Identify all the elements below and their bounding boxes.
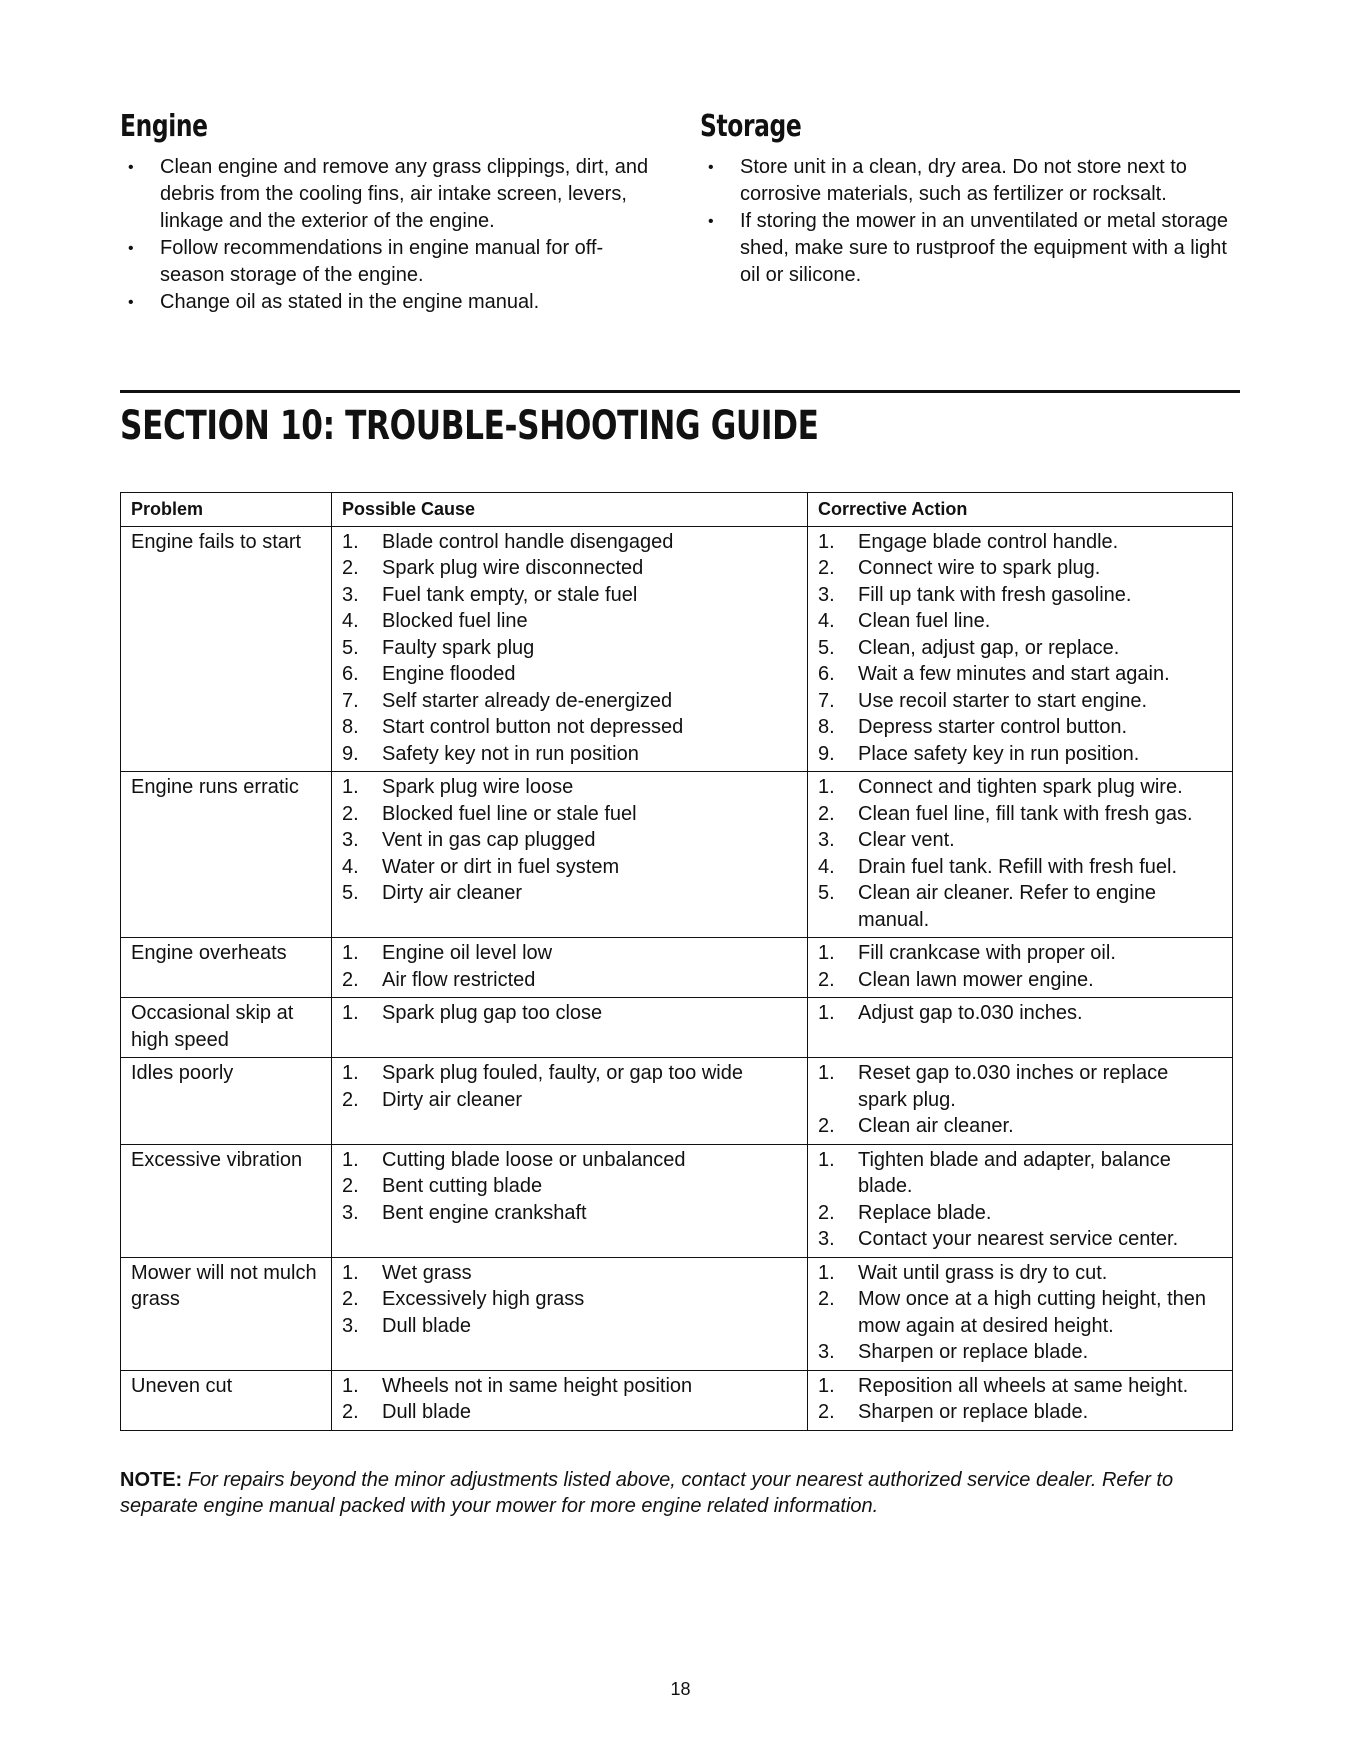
item-text: Wait a few minutes and start again. xyxy=(858,663,1170,685)
item-number: 2. xyxy=(342,1401,359,1423)
list-item xyxy=(818,1286,1222,1339)
troubleshooting-table xyxy=(120,492,1233,1431)
item-text: Engage blade control handle. xyxy=(858,530,1119,553)
item-text: Fill crankcase with proper oil. xyxy=(858,942,1116,964)
item-text: Spark plug wire disconnected xyxy=(382,557,644,579)
table-row xyxy=(121,772,1233,938)
list-item xyxy=(342,854,797,881)
table-row xyxy=(121,1144,1233,1257)
item-text: Tighten blade and adapter, balance blade. xyxy=(858,1148,1171,1197)
list-item: • Follow recommendations in engine manual for off-season storage of the engine. xyxy=(120,235,665,289)
action-cell xyxy=(808,1370,1233,1430)
item-number: 2. xyxy=(818,968,835,991)
list-item xyxy=(818,1260,1222,1287)
item-number: 3. xyxy=(818,583,835,606)
item-number: 1. xyxy=(818,942,835,964)
item-text: Drain fuel tank. Refill with fresh fuel. xyxy=(858,855,1178,878)
list-item xyxy=(818,608,1222,635)
item-number: 1. xyxy=(818,1261,835,1284)
list-item xyxy=(342,940,797,967)
list-item xyxy=(818,1399,1222,1426)
item-number: 2. xyxy=(342,557,359,579)
item-number: 1. xyxy=(818,1062,835,1084)
item-text: Dull blade xyxy=(382,1314,471,1337)
item-number: 1. xyxy=(818,530,835,553)
list-item xyxy=(342,1087,797,1114)
item-text: Wait until grass is dry to cut. xyxy=(858,1261,1108,1284)
list-item xyxy=(342,774,797,801)
cause-list xyxy=(342,940,797,993)
item-number: 1. xyxy=(342,530,359,553)
list-item xyxy=(342,1313,797,1340)
list-item xyxy=(818,555,1222,582)
action-cell xyxy=(808,1144,1233,1257)
item-text: Dull blade xyxy=(382,1401,471,1423)
item-number: 5. xyxy=(342,882,359,904)
list-item xyxy=(818,635,1222,662)
item-number: 3. xyxy=(342,829,359,851)
cause-cell xyxy=(332,998,808,1058)
item-text: Connect and tighten spark plug wire. xyxy=(858,776,1183,798)
problem-cell: Uneven cut xyxy=(121,1370,332,1430)
item-text: Clean fuel line, fill tank with fresh gas. xyxy=(858,802,1193,825)
note-label: NOTE: xyxy=(120,1469,183,1491)
item-text: Blocked fuel line or stale fuel xyxy=(382,802,637,825)
list-item xyxy=(818,1226,1222,1253)
item-text: Spark plug wire loose xyxy=(382,776,574,798)
list-item xyxy=(818,741,1222,768)
item-number: 2. xyxy=(342,1175,359,1197)
item-text: Excessively high grass xyxy=(382,1288,585,1310)
list-item xyxy=(342,1399,797,1426)
cause-list xyxy=(342,1373,797,1426)
item-text: Connect wire to spark plug. xyxy=(858,557,1101,579)
header-problem: Problem xyxy=(121,493,332,527)
item-number: 2. xyxy=(342,1288,359,1310)
page-number: 18 xyxy=(670,1679,691,1699)
item-text: Sharpen or replace blade. xyxy=(858,1341,1089,1363)
table-row xyxy=(121,998,1233,1058)
cause-list xyxy=(342,1147,797,1227)
item-text: Bent cutting blade xyxy=(382,1175,543,1197)
item-text: Cutting blade loose or unbalanced xyxy=(382,1148,686,1171)
item-text: Bent engine crankshaft xyxy=(382,1201,587,1224)
item-text: Safety key not in run position xyxy=(382,742,639,765)
list-item: • If storing the mower in an unventilated or metal storage shed, make sure to rustproof the equipment with a light oil or silicone. xyxy=(700,208,1250,289)
list-item xyxy=(342,801,797,828)
list-item xyxy=(342,1286,797,1313)
cause-cell xyxy=(332,938,808,998)
cause-cell xyxy=(332,1144,808,1257)
note-text: For repairs beyond the minor adjustments listed above, contact your nearest authorized service dealer. Refer to separate engine manual packed with your mower for more engine related information. xyxy=(120,1469,1174,1517)
item-text: Faulty spark plug xyxy=(382,636,535,659)
item-number: 6. xyxy=(818,663,835,685)
table-row xyxy=(121,938,1233,998)
cause-cell xyxy=(332,1370,808,1430)
item-text: Depress starter control button. xyxy=(858,716,1128,738)
storage-section xyxy=(700,110,1250,289)
item-number: 3. xyxy=(818,1228,835,1250)
list-item xyxy=(342,880,797,907)
item-number: 7. xyxy=(818,689,835,712)
item-text: Dirty air cleaner xyxy=(382,1088,523,1111)
action-cell xyxy=(808,1058,1233,1145)
list-item xyxy=(342,714,797,741)
cause-list xyxy=(342,529,797,768)
cause-list xyxy=(342,774,797,907)
item-number: 3. xyxy=(342,1314,359,1337)
item-number: 1. xyxy=(342,942,359,964)
item-number: 2. xyxy=(818,1115,835,1137)
item-text: Blade control handle disengaged xyxy=(382,530,674,553)
list-item xyxy=(342,1060,797,1087)
item-text: Water or dirt in fuel system xyxy=(382,855,620,878)
item-number: 1. xyxy=(818,1374,835,1397)
table-row xyxy=(121,526,1233,772)
list-item xyxy=(818,1060,1222,1113)
item-text: Clean lawn mower engine. xyxy=(858,968,1094,991)
item-number: 2. xyxy=(818,1201,835,1224)
table-row xyxy=(121,1370,1233,1430)
item-number: 1. xyxy=(342,1261,359,1284)
item-text: Spark plug gap too close xyxy=(382,1002,603,1024)
item-number: 1. xyxy=(342,1374,359,1397)
item-number: 1. xyxy=(342,776,359,798)
list-item xyxy=(818,774,1222,801)
item-text: Blocked fuel line xyxy=(382,610,528,632)
item-text: Clean air cleaner. Refer to engine manual. xyxy=(858,882,1156,931)
list-item: • Change oil as stated in the engine manual. xyxy=(120,289,665,316)
list-item xyxy=(818,1147,1222,1200)
item-number: 7. xyxy=(342,689,359,712)
item-text: Engine flooded xyxy=(382,663,516,685)
item-text: Reposition all wheels at same height. xyxy=(858,1374,1189,1397)
problem-cell: Engine fails to start xyxy=(121,526,332,772)
list-item xyxy=(818,827,1222,854)
item-number: 4. xyxy=(818,610,835,632)
item-number: 2. xyxy=(342,802,359,825)
list-item xyxy=(818,714,1222,741)
action-cell xyxy=(808,998,1233,1058)
list-item xyxy=(342,555,797,582)
engine-section xyxy=(120,110,665,316)
cause-list xyxy=(342,1000,797,1027)
item-text: Spark plug fouled, faulty, or gap too wide xyxy=(382,1062,743,1084)
list-item xyxy=(342,741,797,768)
action-cell xyxy=(808,526,1233,772)
cause-list xyxy=(342,1260,797,1340)
item-text: Vent in gas cap plugged xyxy=(382,829,596,851)
item-text: Fuel tank empty, or stale fuel xyxy=(382,583,638,606)
action-list xyxy=(818,1260,1222,1366)
item-text: Replace blade. xyxy=(858,1201,992,1224)
table-header-row xyxy=(121,493,1233,527)
cause-cell xyxy=(332,1257,808,1370)
item-number: 2. xyxy=(818,1288,835,1310)
item-text: Air flow restricted xyxy=(382,968,536,991)
cause-cell xyxy=(332,772,808,938)
item-number: 2. xyxy=(818,557,835,579)
list-item xyxy=(818,940,1222,967)
item-text: Sharpen or replace blade. xyxy=(858,1401,1089,1423)
item-number: 4. xyxy=(342,610,359,632)
list-item: • Clean engine and remove any grass clippings, dirt, and debris from the cooling fins, air intake screen, levers, linkage and the exterior of the engine. xyxy=(120,154,665,235)
list-item xyxy=(342,635,797,662)
list-item xyxy=(818,1373,1222,1400)
problem-cell: Engine overheats xyxy=(121,938,332,998)
list-item xyxy=(818,967,1222,994)
item-text: Clean, adjust gap, or replace. xyxy=(858,636,1120,659)
item-text: Adjust gap to.030 inches. xyxy=(858,1002,1083,1024)
item-text: Clear vent. xyxy=(858,829,955,851)
section-divider xyxy=(120,390,1240,393)
action-cell xyxy=(808,772,1233,938)
item-number: 4. xyxy=(342,855,359,878)
list-item xyxy=(818,801,1222,828)
list-item xyxy=(818,880,1222,933)
storage-list xyxy=(700,154,1250,289)
action-cell xyxy=(808,938,1233,998)
problem-cell: Excessive vibration xyxy=(121,1144,332,1257)
list-item: • Store unit in a clean, dry area. Do not store next to corrosive materials, such as fertilizer or rocksalt. xyxy=(700,154,1250,208)
cause-cell xyxy=(332,526,808,772)
item-number: 8. xyxy=(342,716,359,738)
item-text: Wheels not in same height position xyxy=(382,1374,693,1397)
action-list xyxy=(818,1147,1222,1253)
item-text: Dirty air cleaner xyxy=(382,882,523,904)
list-item xyxy=(818,688,1222,715)
list-item xyxy=(342,827,797,854)
list-item xyxy=(342,967,797,994)
action-list xyxy=(818,940,1222,993)
item-number: 2. xyxy=(342,968,359,991)
section-title: SECTION 10: TROUBLE-SHOOTING GUIDE xyxy=(120,403,819,449)
item-text: Fill up tank with fresh gasoline. xyxy=(858,583,1132,606)
item-number: 5. xyxy=(818,882,835,904)
action-list xyxy=(818,1373,1222,1426)
cause-list xyxy=(342,1060,797,1113)
note xyxy=(120,1467,1245,1519)
list-item xyxy=(818,854,1222,881)
header-action: Corrective Action xyxy=(808,493,1233,527)
item-number: 3. xyxy=(818,829,835,851)
item-number: 1. xyxy=(818,1002,835,1024)
cause-cell xyxy=(332,1058,808,1145)
list-item xyxy=(818,1113,1222,1140)
action-list xyxy=(818,1060,1222,1140)
storage-heading: Storage xyxy=(700,109,802,144)
item-number: 5. xyxy=(818,636,835,659)
item-number: 1. xyxy=(342,1002,359,1024)
item-number: 2. xyxy=(818,802,835,825)
list-item xyxy=(342,608,797,635)
item-text: Clean fuel line. xyxy=(858,610,991,632)
list-item xyxy=(818,582,1222,609)
list-item xyxy=(342,1200,797,1227)
item-text: Clean air cleaner. xyxy=(858,1115,1014,1137)
item-text: Use recoil starter to start engine. xyxy=(858,689,1148,712)
problem-cell: Mower will not mulch grass xyxy=(121,1257,332,1370)
table-row xyxy=(121,1257,1233,1370)
item-number: 1. xyxy=(342,1062,359,1084)
item-number: 2. xyxy=(342,1088,359,1111)
list-item xyxy=(818,1000,1222,1027)
list-item xyxy=(342,1260,797,1287)
item-text: Mow once at a high cutting height, then mow again at desired height. xyxy=(858,1288,1207,1337)
item-number: 4. xyxy=(818,855,835,878)
list-item xyxy=(818,661,1222,688)
item-text: Start control button not depressed xyxy=(382,716,684,738)
list-item xyxy=(342,529,797,556)
list-item xyxy=(818,529,1222,556)
list-item xyxy=(342,1373,797,1400)
item-number: 9. xyxy=(818,742,835,765)
list-item xyxy=(342,1147,797,1174)
list-item xyxy=(342,1173,797,1200)
engine-heading: Engine xyxy=(120,109,208,144)
item-number: 1. xyxy=(818,1148,835,1171)
item-text: Wet grass xyxy=(382,1261,472,1284)
item-text: Contact your nearest service center. xyxy=(858,1228,1179,1250)
action-list xyxy=(818,1000,1222,1027)
problem-cell: Engine runs erratic xyxy=(121,772,332,938)
table-row xyxy=(121,1058,1233,1145)
list-item xyxy=(818,1339,1222,1366)
action-list xyxy=(818,529,1222,768)
item-number: 1. xyxy=(342,1148,359,1171)
item-number: 3. xyxy=(342,583,359,606)
item-number: 3. xyxy=(818,1341,835,1363)
problem-cell: Occasional skip at high speed xyxy=(121,998,332,1058)
item-number: 9. xyxy=(342,742,359,765)
engine-list xyxy=(120,154,665,316)
item-text: Self starter already de-energized xyxy=(382,689,673,712)
item-number: 8. xyxy=(818,716,835,738)
table-body xyxy=(121,526,1233,1430)
list-item xyxy=(818,1200,1222,1227)
list-item xyxy=(342,1000,797,1027)
list-item xyxy=(342,582,797,609)
item-number: 1. xyxy=(818,776,835,798)
item-number: 6. xyxy=(342,663,359,685)
list-item xyxy=(342,688,797,715)
problem-cell: Idles poorly xyxy=(121,1058,332,1145)
item-number: 3. xyxy=(342,1201,359,1224)
item-text: Engine oil level low xyxy=(382,942,553,964)
action-list xyxy=(818,774,1222,933)
item-number: 2. xyxy=(818,1401,835,1423)
header-cause: Possible Cause xyxy=(332,493,808,527)
item-number: 5. xyxy=(342,636,359,659)
item-text: Place safety key in run position. xyxy=(858,742,1140,765)
list-item xyxy=(342,661,797,688)
item-text: Reset gap to.030 inches or replace spark plug. xyxy=(858,1062,1169,1111)
action-cell xyxy=(808,1257,1233,1370)
